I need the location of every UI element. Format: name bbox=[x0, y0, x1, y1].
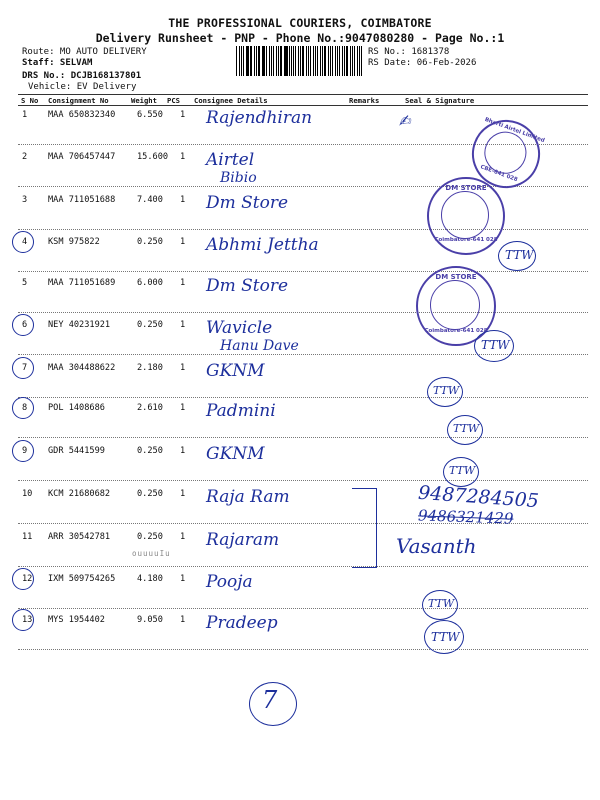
barcode-bar bbox=[251, 46, 252, 76]
runsheet-subtitle: Delivery Runsheet - PNP - Phone No.:9047080280 - Page No.:1 bbox=[95, 31, 505, 45]
cell-weight: 0.250 bbox=[137, 532, 163, 542]
initials-circle-row-6 bbox=[474, 330, 514, 362]
barcode-bar bbox=[306, 46, 307, 76]
smudged-text: ouuuuIu bbox=[132, 549, 171, 558]
cell-sno: 9 bbox=[22, 446, 28, 456]
barcode-bar bbox=[315, 46, 316, 76]
cell-cons: MAA 650832340 bbox=[48, 110, 116, 120]
cell-cons: MAA 711051688 bbox=[48, 195, 116, 205]
initials-row-8: TTW bbox=[453, 422, 480, 435]
cell-sno: 5 bbox=[22, 278, 28, 288]
cell-sno: 7 bbox=[22, 363, 28, 373]
barcode-bar bbox=[289, 46, 290, 76]
initials-circle-row-12 bbox=[422, 590, 458, 620]
phone-number-remark: 9487284505 bbox=[417, 481, 540, 513]
cell-sno: 1 bbox=[22, 110, 28, 120]
barcode-bar bbox=[332, 46, 333, 76]
total-count: 7 bbox=[262, 686, 278, 714]
runsheet-title: THE PROFESSIONAL COURIERS, COIMBATORE bbox=[168, 16, 432, 30]
cell-weight: 6.550 bbox=[137, 110, 163, 120]
barcode-bar bbox=[322, 46, 323, 76]
rows-10-11-bracket bbox=[352, 488, 377, 568]
barcode-bar bbox=[262, 46, 263, 76]
barcode-bar bbox=[266, 46, 267, 76]
barcode-bar bbox=[328, 46, 329, 76]
row-separator bbox=[18, 312, 588, 313]
barcode-bar bbox=[298, 46, 299, 76]
consignee-name: Dm Store bbox=[206, 193, 289, 213]
barcode-bar bbox=[320, 46, 321, 76]
barcode-bar bbox=[236, 46, 237, 76]
sno-circle bbox=[12, 231, 34, 253]
barcode-bar bbox=[278, 46, 279, 76]
vasanth-signature: Vasanth bbox=[396, 534, 477, 558]
cell-weight: 0.250 bbox=[137, 320, 163, 330]
barcode-bar bbox=[324, 46, 326, 76]
cell-pcs: 1 bbox=[180, 615, 186, 625]
col-pcs: PCS bbox=[167, 96, 180, 105]
total-count-circle bbox=[249, 682, 297, 726]
airtel-stamp-city: CBE-641 028 bbox=[479, 164, 519, 184]
cell-pcs: 1 bbox=[180, 195, 186, 205]
sno-circle bbox=[12, 568, 34, 590]
rs-date: RS Date: 06-Feb-2026 bbox=[368, 58, 477, 68]
barcode-bar bbox=[350, 46, 351, 76]
initials-row-7: TTW bbox=[433, 384, 460, 397]
staff-label: Staff: SELVAM bbox=[22, 58, 93, 68]
signature-row-1: ✍︎ bbox=[396, 111, 412, 131]
cell-sno: 8 bbox=[22, 403, 28, 413]
barcode-bar bbox=[354, 46, 355, 76]
barcode-bar bbox=[308, 46, 309, 76]
col-seal-signature: Seal & Signature bbox=[405, 96, 475, 105]
initials-circle-row-13 bbox=[424, 620, 464, 654]
dm-stamp-1-bottom: Coimbatore-641 028 bbox=[434, 237, 498, 243]
barcode-bar bbox=[250, 46, 251, 76]
col-weight: Weight bbox=[131, 96, 157, 105]
barcode-bar bbox=[269, 46, 270, 76]
cell-cons: MYS 1954402 bbox=[48, 615, 105, 625]
consignee-name: GKNM bbox=[206, 444, 265, 464]
cell-pcs: 1 bbox=[180, 403, 186, 413]
barcode-bar bbox=[284, 46, 285, 76]
cell-pcs: 1 bbox=[180, 152, 186, 162]
header-bottom-rule bbox=[18, 105, 588, 106]
sno-circle bbox=[12, 397, 34, 419]
col-consignee: Consignee Details bbox=[194, 96, 268, 105]
sno-circle bbox=[12, 609, 34, 631]
consignee-name: Rajendhiran bbox=[206, 108, 313, 128]
cell-weight: 4.180 bbox=[137, 574, 163, 584]
barcode-bar bbox=[342, 46, 343, 76]
consignee-name: Dm Store bbox=[206, 276, 289, 296]
cell-weight: 15.600 bbox=[137, 152, 169, 162]
barcode-bar bbox=[339, 46, 340, 76]
row-separator bbox=[18, 437, 588, 438]
cell-cons: KSM 975822 bbox=[48, 237, 100, 247]
initials-circle-row-9 bbox=[443, 457, 479, 487]
route-label: Route: MO AUTO DELIVERY bbox=[22, 47, 147, 57]
cell-weight: 2.610 bbox=[137, 403, 163, 413]
barcode-bar bbox=[293, 46, 294, 76]
barcode-bar bbox=[254, 46, 255, 76]
barcode-bar bbox=[276, 46, 277, 76]
barcode-bar bbox=[243, 46, 244, 76]
barcode-bar bbox=[352, 46, 353, 76]
airtel-stamp-text: Bharti Airtel Limited bbox=[483, 116, 546, 145]
row-separator bbox=[18, 649, 588, 650]
barcode-bar bbox=[344, 46, 345, 76]
initials-circle-row-4 bbox=[498, 241, 536, 271]
cell-pcs: 1 bbox=[180, 278, 186, 288]
barcode-bar bbox=[258, 46, 259, 76]
consignee-name: Pradeep bbox=[206, 613, 278, 633]
rs-number: RS No.: 1681378 bbox=[368, 47, 450, 57]
barcode-bar bbox=[361, 46, 362, 76]
cell-cons: POL 1408686 bbox=[48, 403, 105, 413]
initials-row-13: TTW bbox=[431, 630, 460, 644]
consignee-name: Raja Ram bbox=[206, 487, 290, 507]
cell-sno: 13 bbox=[22, 615, 33, 625]
cell-pcs: 1 bbox=[180, 532, 186, 542]
cell-cons: ARR 30542781 bbox=[48, 532, 111, 542]
cell-cons: NEY 40231921 bbox=[48, 320, 111, 330]
consignee-name: Pooja bbox=[206, 572, 253, 592]
barcode-bar bbox=[359, 46, 360, 76]
dm-stamp-2-bottom: Coimbatore-641 028 bbox=[424, 328, 488, 334]
cell-cons: KCM 21680682 bbox=[48, 489, 111, 499]
consignee-name: Airtel bbox=[206, 150, 255, 170]
cell-sno: 6 bbox=[22, 320, 28, 330]
cell-pcs: 1 bbox=[180, 574, 186, 584]
cell-pcs: 1 bbox=[180, 489, 186, 499]
consignee-name: Abhmi Jettha bbox=[206, 235, 319, 255]
dm-store-stamp-1 bbox=[427, 177, 505, 255]
cell-weight: 2.180 bbox=[137, 363, 163, 373]
cell-sno: 2 bbox=[22, 152, 28, 162]
barcode-bar bbox=[337, 46, 338, 76]
cell-weight: 0.250 bbox=[137, 489, 163, 499]
consignee-name-line2: Hanu Dave bbox=[220, 338, 299, 354]
cell-cons: IXM 509754265 bbox=[48, 574, 116, 584]
barcode-bar bbox=[256, 46, 257, 76]
dm-stamp-2-top: DM STORE bbox=[435, 273, 477, 281]
initials-row-6: TTW bbox=[481, 338, 510, 352]
cell-sno: 10 bbox=[22, 489, 33, 499]
barcode-bar bbox=[302, 46, 304, 76]
cell-weight: 6.000 bbox=[137, 278, 163, 288]
cell-sno: 4 bbox=[22, 237, 28, 247]
cell-cons: MAA 706457447 bbox=[48, 152, 116, 162]
initials-circle-row-7 bbox=[427, 377, 463, 407]
consignee-name: Rajaram bbox=[206, 530, 280, 550]
dm-stamp-1-top: DM STORE bbox=[445, 184, 487, 192]
initials-row-12: TTW bbox=[428, 597, 455, 610]
cell-pcs: 1 bbox=[180, 320, 186, 330]
row-separator bbox=[18, 397, 588, 398]
consignee-name: Wavicle bbox=[206, 318, 273, 338]
struck-phone-remark: 9486321429 bbox=[417, 506, 514, 528]
barcode-bar bbox=[291, 46, 292, 76]
barcode-bar bbox=[330, 46, 331, 76]
row-separator bbox=[18, 566, 588, 567]
barcode-bar bbox=[357, 46, 358, 76]
col-sno: S No bbox=[21, 96, 39, 105]
cell-sno: 3 bbox=[22, 195, 28, 205]
cell-cons: MAA 304488622 bbox=[48, 363, 116, 373]
initials-row-4: TTW bbox=[505, 248, 534, 262]
header-top-rule bbox=[18, 94, 588, 95]
row-separator bbox=[18, 480, 588, 481]
vehicle-label: Vehicle: EV Delivery bbox=[28, 82, 137, 92]
consignee-name-line2: Bibio bbox=[220, 170, 257, 186]
consignee-name: Padmini bbox=[206, 401, 276, 421]
initials-row-9: TTW bbox=[449, 464, 476, 477]
cell-weight: 7.400 bbox=[137, 195, 163, 205]
barcode-bar bbox=[313, 46, 314, 76]
barcode-bar bbox=[271, 46, 272, 76]
barcode-bar bbox=[317, 46, 318, 76]
col-remarks: Remarks bbox=[349, 96, 380, 105]
sno-circle bbox=[12, 314, 34, 336]
sno-circle bbox=[12, 357, 34, 379]
cell-cons: GDR 5441599 bbox=[48, 446, 105, 456]
cell-pcs: 1 bbox=[180, 446, 186, 456]
consignee-name: GKNM bbox=[206, 361, 265, 381]
barcode-bar bbox=[241, 46, 242, 76]
barcode-bar bbox=[280, 46, 281, 76]
cell-sno: 12 bbox=[22, 574, 33, 584]
barcode-bar bbox=[239, 46, 240, 76]
barcode-bar bbox=[300, 46, 301, 76]
barcode-bar bbox=[295, 46, 296, 76]
cell-weight: 0.250 bbox=[137, 237, 163, 247]
barcode-bar bbox=[246, 46, 248, 76]
barcode-bar bbox=[310, 46, 311, 76]
cell-pcs: 1 bbox=[180, 363, 186, 373]
row-separator bbox=[18, 271, 588, 272]
cell-weight: 9.050 bbox=[137, 615, 163, 625]
row-separator bbox=[18, 608, 588, 609]
barcode-bar bbox=[346, 46, 348, 76]
cell-cons: MAA 711051689 bbox=[48, 278, 116, 288]
initials-circle-row-8 bbox=[447, 415, 483, 445]
cell-weight: 0.250 bbox=[137, 446, 163, 456]
barcode-bar bbox=[263, 46, 265, 76]
sno-circle bbox=[12, 440, 34, 462]
col-consignment: Consignment No bbox=[48, 96, 109, 105]
barcode-bar bbox=[273, 46, 274, 76]
barcode-bar bbox=[285, 46, 287, 76]
barcode bbox=[236, 46, 364, 76]
barcode-bar bbox=[335, 46, 336, 76]
drs-number: DRS No.: DCJB168137801 bbox=[22, 71, 142, 81]
cell-pcs: 1 bbox=[180, 110, 186, 120]
cell-sno: 11 bbox=[22, 532, 33, 542]
cell-pcs: 1 bbox=[180, 237, 186, 247]
